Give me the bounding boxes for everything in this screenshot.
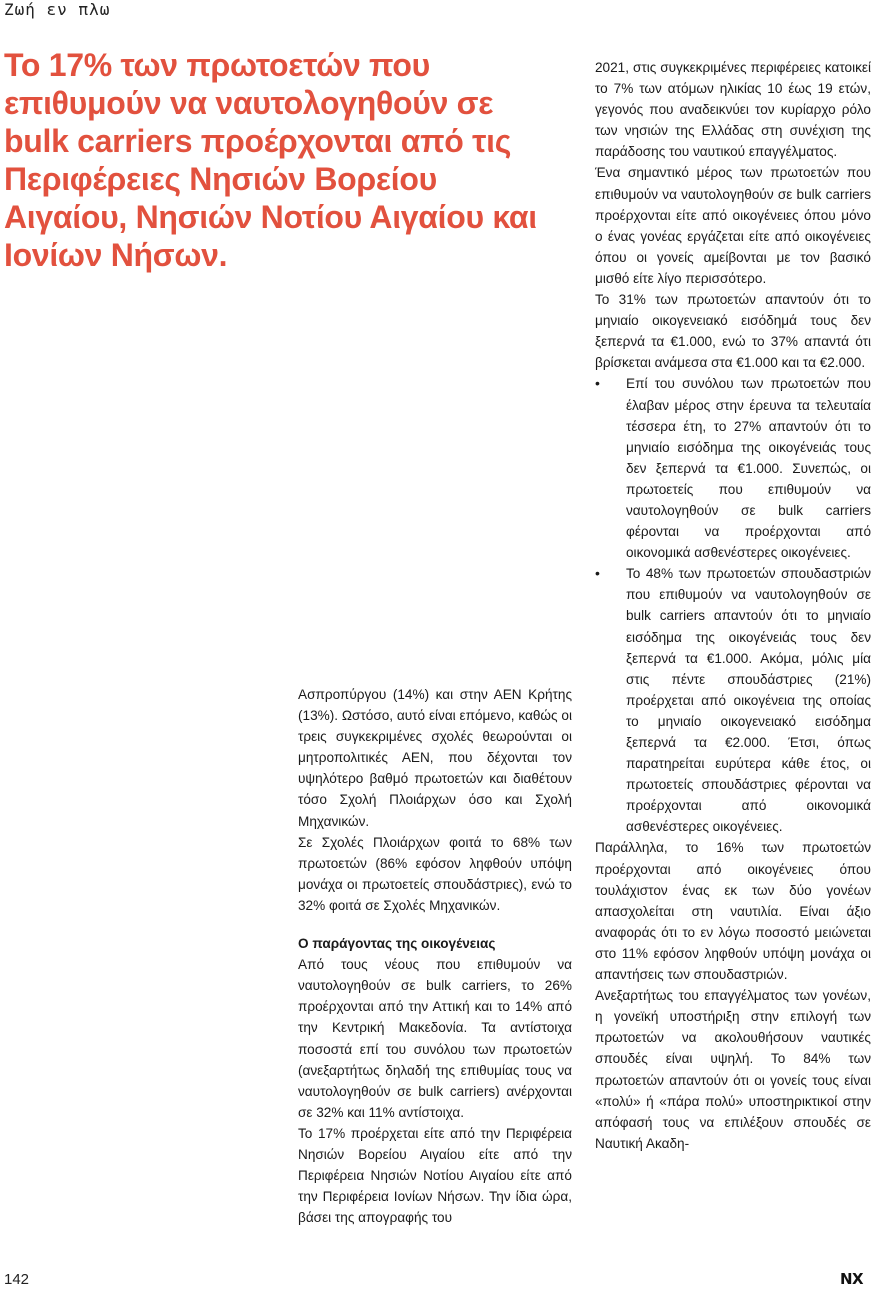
right-column: [595, 57, 871, 1154]
pull-quote-headline: Το 17% των πρωτοετών που επιθυμούν να ναυτολογηθούν σε bulk carriers προέρχονται από τις Περιφέρειες Νησιών Βορείου Αιγαίου, Νησιών Νοτίου Αιγαίου και Ιονίων Νήσων.: [4, 47, 537, 273]
bullet-text: Το 48% των πρωτοετών σπουδαστριών που επιθυμούν να ναυτολογηθούν σε bulk carriers απαντούν ότι το μηνιαίο εισόδημα της οικογένειάς τους δεν ξεπερνά τα €1.000. Ακόμα, μόλις μία στις πέντε σπουδάστριες (21%) προέρχεται από οικογένεια της οποίας το μηνιαίο οικογενειακό εισόδημα ξεπερνά τα €2.000. Έτσι, όπως παρατηρείται ευρύτερα κάθε έτος, οι πρωτοετείς σπουδάστριες φέρονται να προέρχονται από οικονομικά ασθενέστερες οικογένειες.: [626, 566, 871, 835]
bullet-icon: •: [595, 375, 600, 392]
paragraph: Το 31% των πρωτοετών απαντούν ότι το μηνιαίο οικογενειακό εισόδημά τους δεν ξεπερνά τα €1.000, ενώ το 37% απαντά ότι βρίσκεται ανάμεσα στα €1.000 και τα €2.000.: [595, 292, 871, 371]
paragraph: Το 17% προέρχεται είτε από την Περιφέρεια Νησιών Βορείου Αιγαίου είτε από την Περιφέρεια Νησιών Νοτίου Αιγαίου είτε από την Περιφέρεια Ιονίων Νήσων. Την ίδια ώρα, βάσει της απογραφής του: [298, 1125, 572, 1226]
paragraph: Ασπροπύργου (14%) και στην ΑΕΝ Κρήτης (13%). Ωστόσο, αυτό είναι επόμενο, καθώς οι τρεις συγκεκριμένες σχολές θεωρούνται οι μητροπολιτικές ΑΕΝ, που δέχονται τον υψηλότερο βαθμό πρωτοετών και διαθέτουν τόσο Σχολή Πλοιάρχων όσο και Σχολή Μηχανικών.: [298, 687, 572, 829]
section-header: Ζωή εν πλω: [4, 0, 111, 19]
bullet-text: Επί του συνόλου των πρωτοετών που έλαβαν μέρος στην έρευνα τα τελευταία τέσσερα έτη, το 27% απαντούν ότι το μηνιαίο εισόδημα της οικογένειάς τους δεν ξεπερνά τα €1.000. Συνεπώς, οι πρωτοετείς που επιθυμούν να ναυτολογηθούν σε bulk carriers φέρονται να προέρχονται από οικονομικά ασθενέστερες οικογένειες.: [626, 376, 871, 561]
bullet-list: [595, 373, 871, 837]
paragraph: Σε Σχολές Πλοιάρχων φοιτά το 68% των πρωτοετών (86% εφόσον ληφθούν υπόψη μονάχα οι πρωτοετείς σπουδάστριες), ενώ το 32% φοιτά σε Σχολές Μηχανικών.: [298, 834, 572, 913]
middle-column: [298, 684, 572, 1228]
section-subheading: Ο παράγοντας της οικογένειας: [298, 936, 496, 952]
bullet-item: [595, 563, 871, 837]
page-number: 142: [4, 1271, 30, 1288]
bullet-icon: •: [595, 565, 600, 582]
publication-logo: NX: [840, 1270, 864, 1288]
paragraph: Από τους νέους που επιθυμούν να ναυτολογηθούν σε bulk carriers, το 26% προέρχονται από την Αττική και το 14% από την Κεντρική Μακεδονία. Τα αντίστοιχα ποσοστά επί του συνόλου των πρωτοετών (ανεξαρτήτως δηλαδή της επιθυμίας τους να ναυτολογηθούν σε bulk carriers) ανέρχονται σε 32% και 11% αντίστοιχα.: [298, 957, 572, 1120]
paragraph: Ένα σημαντικό μέρος των πρωτοετών που επιθυμούν να ναυτολογηθούν σε bulk carriers προέρχονται είτε από οικογένειες όπου μόνο ο ένας γονέας εργάζεται είτε από οικογένειες όπου οι γονείς αμείβονται με τον βασικό μισθό είτε λίγο περισσότερο.: [595, 165, 871, 286]
paragraph: Παράλληλα, το 16% των πρωτοετών προέρχονται από οικογένειες όπου τουλάχιστον ένας εκ των δύο γονέων απασχολείται στη ναυτιλία. Είναι άξιο αναφοράς ότι το εν λόγω ποσοστό μειώνεται στο 11% εφόσον ληφθούν υπόψη μονάχα οι απαντήσεις των σπουδαστριών.: [595, 840, 871, 983]
paragraph: 2021, στις συγκεκριμένες περιφέρειες κατοικεί το 7% των ατόμων ηλικίας 10 έως 19 ετών, γεγονός που αναδεικνύει τον κυρίαρχο ρόλο των νησιών της Ελλάδας στη συνέχιση της παράδοσης του ναυτικού επαγγέλματος.: [595, 60, 871, 160]
bullet-item: [595, 373, 871, 563]
paragraph: Ανεξαρτήτως του επαγγέλματος των γονέων, η γονεϊκή υποστήριξη στην επιλογή των πρωτοετών να ακολουθήσουν ναυτικές σπουδές είναι υψηλή. Το 84% των πρωτοετών απαντούν ότι οι γονείς τους είναι «πολύ» ή «πάρα πολύ» υποστηρικτικοί στην απόφασή τους να επιλέξουν σπουδές σε Ναυτική Ακαδη-: [595, 988, 871, 1151]
